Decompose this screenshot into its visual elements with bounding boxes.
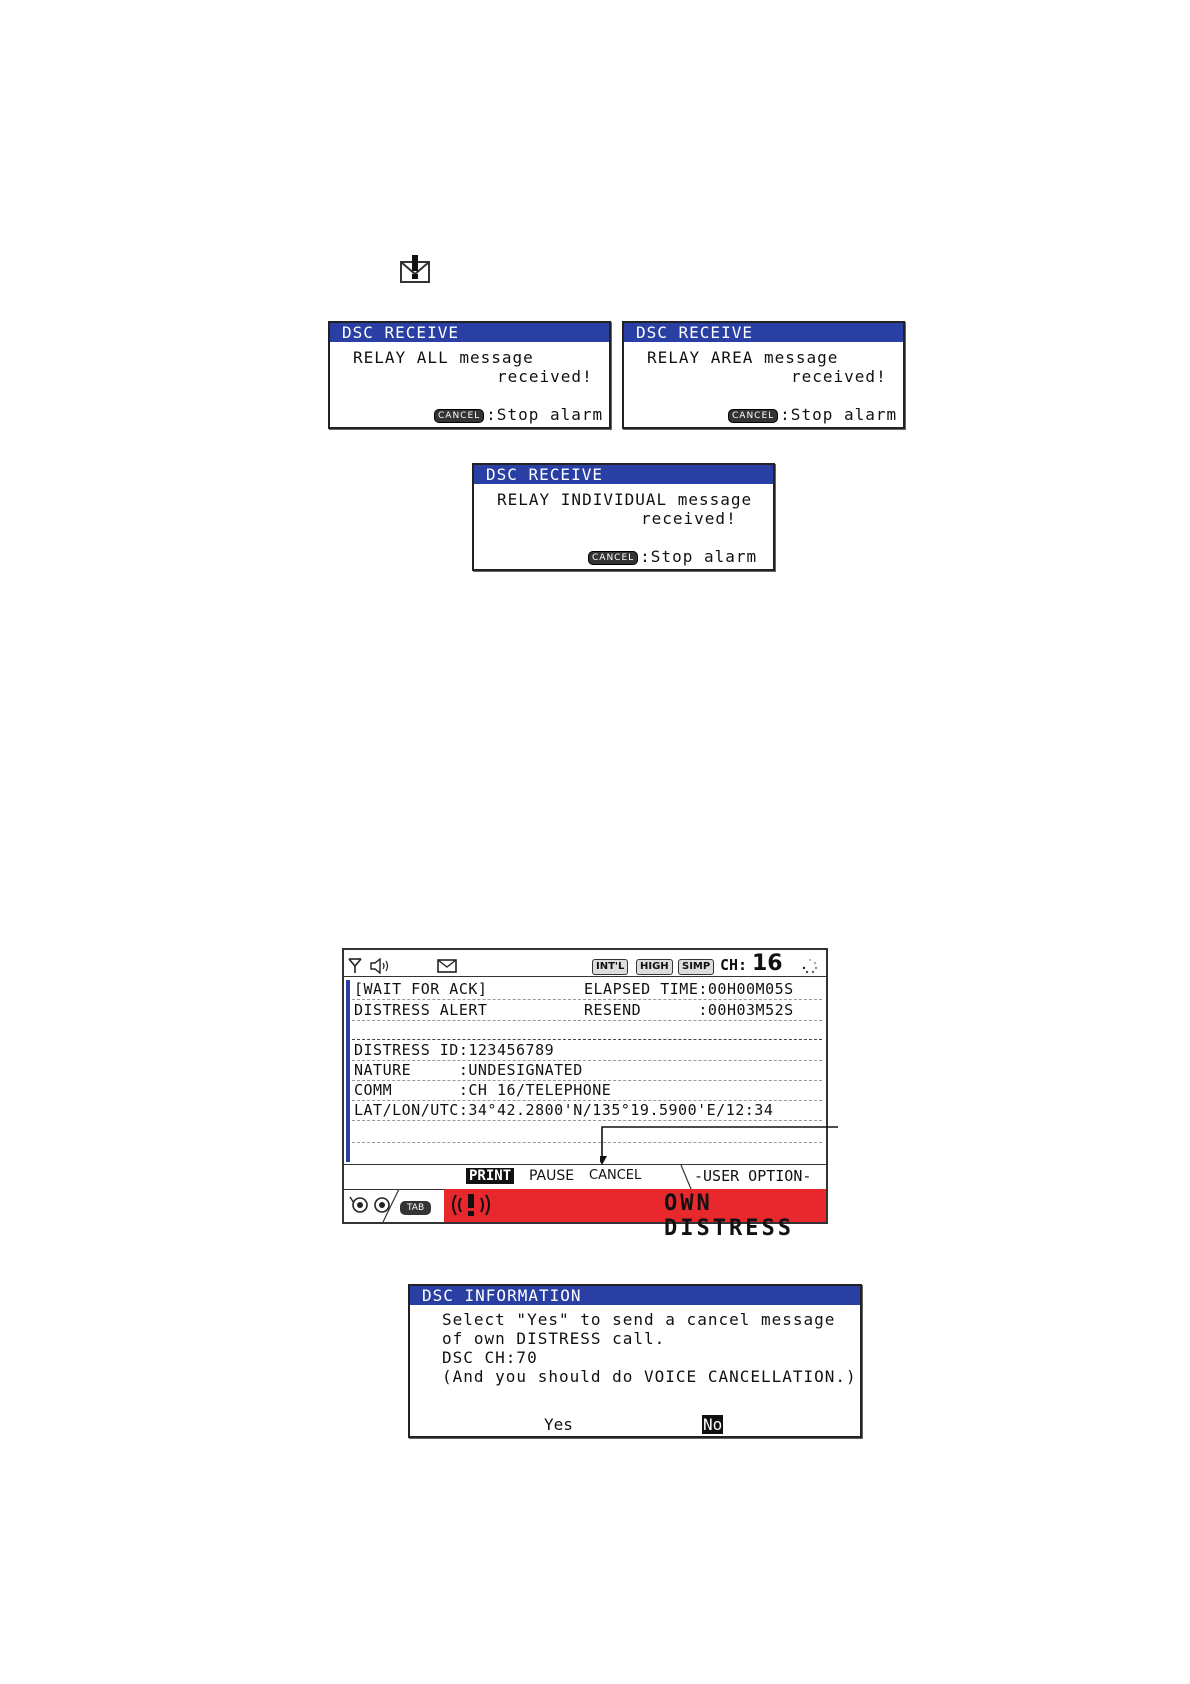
dsc-receive-relay-all-dialog bbox=[328, 321, 611, 429]
dialog-message-line1: RELAY INDIVIDUAL message bbox=[497, 490, 753, 509]
mail-icon bbox=[437, 958, 459, 974]
dialog-title: DSC RECEIVE bbox=[330, 323, 609, 342]
alarm-icon bbox=[448, 1191, 494, 1219]
intl-channel-chip: INT'L bbox=[592, 959, 628, 975]
spinner-icon bbox=[802, 958, 818, 974]
cancel-key-icon: CANCEL bbox=[434, 409, 484, 423]
stop-alarm-hint bbox=[434, 405, 603, 424]
cancel-softkey[interactable]: CANCEL bbox=[589, 1168, 642, 1183]
stop-alarm-hint bbox=[728, 405, 897, 424]
dialog-title: DSC INFORMATION bbox=[410, 1286, 860, 1305]
distress-id-text: DISTRESS ID:123456789 bbox=[354, 1041, 555, 1059]
elapsed-time-text: ELAPSED TIME:00H00M05S bbox=[584, 980, 794, 998]
wait-for-ack-text: [WAIT FOR ACK] bbox=[354, 980, 488, 998]
cancel-key-icon: CANCEL bbox=[728, 409, 778, 423]
stop-alarm-hint bbox=[588, 547, 757, 566]
dsc-receive-relay-individual-dialog bbox=[472, 463, 775, 571]
info-line3: DSC CH:70 bbox=[442, 1348, 538, 1367]
print-softkey-label: PRINT bbox=[466, 1168, 514, 1184]
no-button[interactable]: No bbox=[703, 1415, 723, 1434]
distress-alert-text: DISTRESS ALERT bbox=[354, 1001, 488, 1019]
dialog-title: DSC RECEIVE bbox=[474, 465, 773, 484]
dialog-message-line2: received! bbox=[791, 367, 887, 386]
nature-text: NATURE :UNDESIGNATED bbox=[354, 1061, 583, 1079]
divider bbox=[352, 1120, 822, 1121]
dsc-receive-relay-area-dialog bbox=[622, 321, 905, 429]
info-line1: Select "Yes" to send a cancel message bbox=[442, 1310, 836, 1329]
divider bbox=[352, 1039, 822, 1040]
high-power-chip: HIGH bbox=[636, 959, 673, 975]
position-text: LAT/LON/UTC:34°42.2800'N/135°19.5900'E/12:34 bbox=[354, 1101, 774, 1119]
stop-alarm-label: :Stop alarm bbox=[640, 547, 758, 566]
menu-divider bbox=[680, 1165, 692, 1189]
user-option-softkey[interactable]: -USER OPTION- bbox=[694, 1167, 812, 1185]
dialog-title: DSC RECEIVE bbox=[624, 323, 903, 342]
info-line4: (And you should do VOICE CANCELLATION.) bbox=[442, 1367, 857, 1386]
yes-button[interactable]: Yes bbox=[544, 1415, 573, 1434]
left-accent-bar bbox=[346, 980, 350, 1162]
dialog-message-line1: RELAY AREA message bbox=[647, 348, 839, 367]
channel-value: 16 bbox=[752, 951, 783, 976]
comm-text: COMM :CH 16/TELEPHONE bbox=[354, 1081, 612, 1099]
dialog-message-line2: received! bbox=[497, 367, 593, 386]
message-alert-icon bbox=[400, 254, 430, 284]
channel-label: CH: bbox=[720, 956, 748, 974]
own-distress-screen bbox=[342, 948, 828, 1241]
antenna-icon bbox=[348, 958, 362, 974]
resend-time-text: RESEND :00H03M52S bbox=[584, 1001, 794, 1019]
tab-key[interactable]: TAB bbox=[400, 1201, 431, 1215]
cancel-key-icon: CANCEL bbox=[588, 551, 638, 565]
dsc-information-dialog bbox=[408, 1284, 862, 1438]
status-bottom-bar bbox=[344, 1189, 826, 1241]
divider bbox=[352, 999, 822, 1000]
stop-alarm-label: :Stop alarm bbox=[486, 405, 604, 424]
callout-arrow bbox=[600, 1126, 840, 1166]
speaker-icon bbox=[370, 958, 392, 974]
info-line2: of own DISTRESS call. bbox=[442, 1329, 666, 1348]
dialog-message-line2: received! bbox=[641, 509, 737, 528]
simplex-chip: SIMP bbox=[678, 959, 714, 975]
pause-softkey[interactable]: PAUSE bbox=[529, 1168, 575, 1184]
own-distress-banner bbox=[444, 1189, 826, 1241]
own-distress-label: OWN DISTRESS bbox=[664, 1191, 794, 1241]
divider bbox=[352, 1020, 822, 1021]
dialog-message-line1: RELAY ALL message bbox=[353, 348, 534, 367]
stop-alarm-label: :Stop alarm bbox=[780, 405, 898, 424]
tab-divider bbox=[382, 1189, 400, 1222]
softkey-menu-bar bbox=[344, 1164, 826, 1190]
print-softkey[interactable] bbox=[466, 1168, 514, 1184]
status-bar bbox=[344, 950, 826, 977]
